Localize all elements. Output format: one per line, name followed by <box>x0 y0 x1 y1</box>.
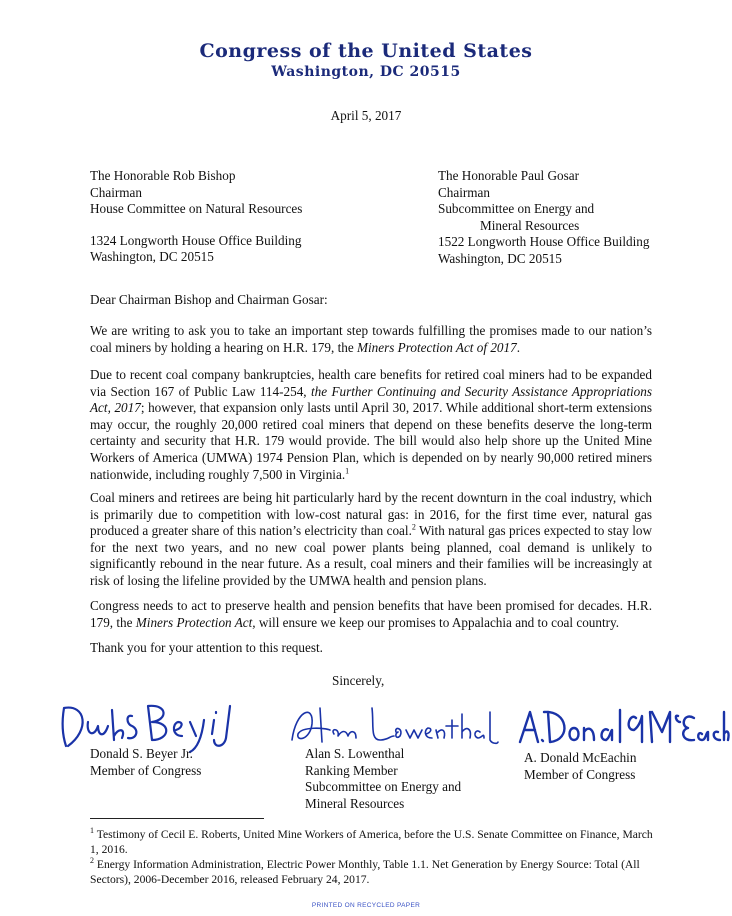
paragraph-3 <box>90 490 652 590</box>
footnote-1 <box>90 828 655 857</box>
recipient-left-committee: House Committee on Natural Resources <box>90 201 303 217</box>
signature-beyer <box>56 690 272 754</box>
paragraph-1 <box>90 323 652 356</box>
signature-mceachin <box>516 706 730 746</box>
salutation: Dear Chairman Bishop and Chairman Gosar: <box>90 292 328 307</box>
recipient-right <box>438 168 649 268</box>
recycled-paper-note: PRINTED ON RECYCLED PAPER <box>311 902 421 909</box>
signer-beyer <box>90 746 201 779</box>
recipient-right-address2: Washington, DC 20515 <box>438 250 562 266</box>
paragraph-1-text: We are writing to ask you to take an important step towards fulfilling the promises made to our nation’s coal miners by holding a hearing on H.R. 179, the <box>90 323 652 355</box>
signer-mceachin-role: Member of Congress <box>524 766 636 782</box>
recipient-right-title: Chairman <box>438 184 491 200</box>
signer-lowenthal-role3: Mineral Resources <box>305 795 405 811</box>
paragraph-4-text-c: will ensure we keep our promises to Appalachia and to coal country. <box>255 614 620 630</box>
footnote-1-number: 1 <box>90 826 94 836</box>
footnote-2-text: Energy Information Administration, Electric Power Monthly, Table 1.1. Net Generation by Energy Source: Total (All Sectors), 2006-December 2016, released February 24, 2017. <box>90 858 640 886</box>
paragraph-2 <box>90 367 652 483</box>
footnote-ref-1: 1 <box>345 466 350 476</box>
recipient-right-address1: 1522 Longworth House Office Building <box>438 234 650 250</box>
recipient-left-address1: 1324 Longworth House Office Building <box>90 232 302 248</box>
recipient-right-committee2: Mineral Resources <box>480 217 580 233</box>
footnote-2 <box>90 858 655 887</box>
paragraph-3-text-b: With natural gas prices expected to stay low for the next two years, and no new coal power plants being planned, coal demand is unlikely to significantly rebound in the near future. As a result, coal miners and their families will be increasingly at risk of losing the lifeline provided by the UMWA health and pension plans. <box>90 523 653 588</box>
footnote-ref-2: 2 <box>411 522 416 532</box>
paragraph-4 <box>90 598 652 631</box>
letterhead-title: Congress of the United States <box>199 40 533 62</box>
recipient-left-name: The Honorable Rob Bishop <box>90 168 236 183</box>
recipient-left <box>90 168 302 266</box>
signer-beyer-name: Donald S. Beyer Jr. <box>90 746 193 761</box>
signer-lowenthal-role2: Subcommittee on Energy and <box>305 779 462 795</box>
footnote-divider <box>90 818 264 819</box>
signer-lowenthal-name: Alan S. Lowenthal <box>305 746 405 761</box>
paragraph-3-text-a: Coal miners and retirees are being hit particularly hard by the recent downturn in the coal industry, which is primarily due to competition with low-cost natural gas: in 2016, for the first time ever, natural gas produced a greater share of this nation’s electricity than coal. <box>90 490 652 539</box>
letter-date: April 5, 2017 <box>330 108 402 123</box>
paragraph-2-text-a: Due to recent coal company bankruptcies, health care benefits for retired coal miners had to be expanded via Section 167 of Public Law 114-254, <box>90 367 652 399</box>
paragraph-1-end: . <box>516 339 520 355</box>
recipient-right-committee1: Subcommittee on Energy and <box>438 201 595 217</box>
letterhead-subtitle: Washington, DC 20515 <box>271 64 461 80</box>
act-title: Miners Protection Act, <box>135 614 256 630</box>
closing: Sincerely, <box>332 673 385 688</box>
recipient-left-title: Chairman <box>90 184 143 200</box>
signer-lowenthal-role1: Ranking Member <box>305 762 398 778</box>
bill-title: Miners Protection Act of 2017 <box>357 339 517 355</box>
recipient-left-address2: Washington, DC 20515 <box>90 249 214 265</box>
law-title: the Further Continuing and Security Assistance Appropriations Act, 2017 <box>90 383 652 416</box>
signer-mceachin <box>524 750 636 783</box>
signer-lowenthal <box>305 746 461 812</box>
footnote-2-number: 2 <box>90 856 94 866</box>
signer-mceachin-name: A. Donald McEachin <box>524 750 637 765</box>
paragraph-5: Thank you for your attention to this request. <box>90 640 323 655</box>
signer-beyer-role: Member of Congress <box>90 762 202 778</box>
footnote-1-text: Testimony of Cecil E. Roberts, United Mine Workers of America, before the U.S. Senate Committee on Finance, March 1, 2016. <box>90 828 653 856</box>
recipient-right-name: The Honorable Paul Gosar <box>438 168 579 183</box>
paragraph-2-text-c: ; however, that expansion only lasts until April 30, 2017. While additional short-term extensions may occur, the roughly 20,000 retired coal miners that depend on these benefits deserve the long-term certainty and security that H.R. 179 would provide. The bill would also help shore up the United Mine Workers of America (UMWA) 1974 Pension Plan, which is depended on by nearly 90,000 retired miners nationwide, including roughly 7,500 in Virginia. <box>90 400 652 482</box>
paragraph-4-text-a: Congress needs to act to preserve health and pension benefits that have been promised for decades. H.R. 179, the <box>90 598 652 630</box>
